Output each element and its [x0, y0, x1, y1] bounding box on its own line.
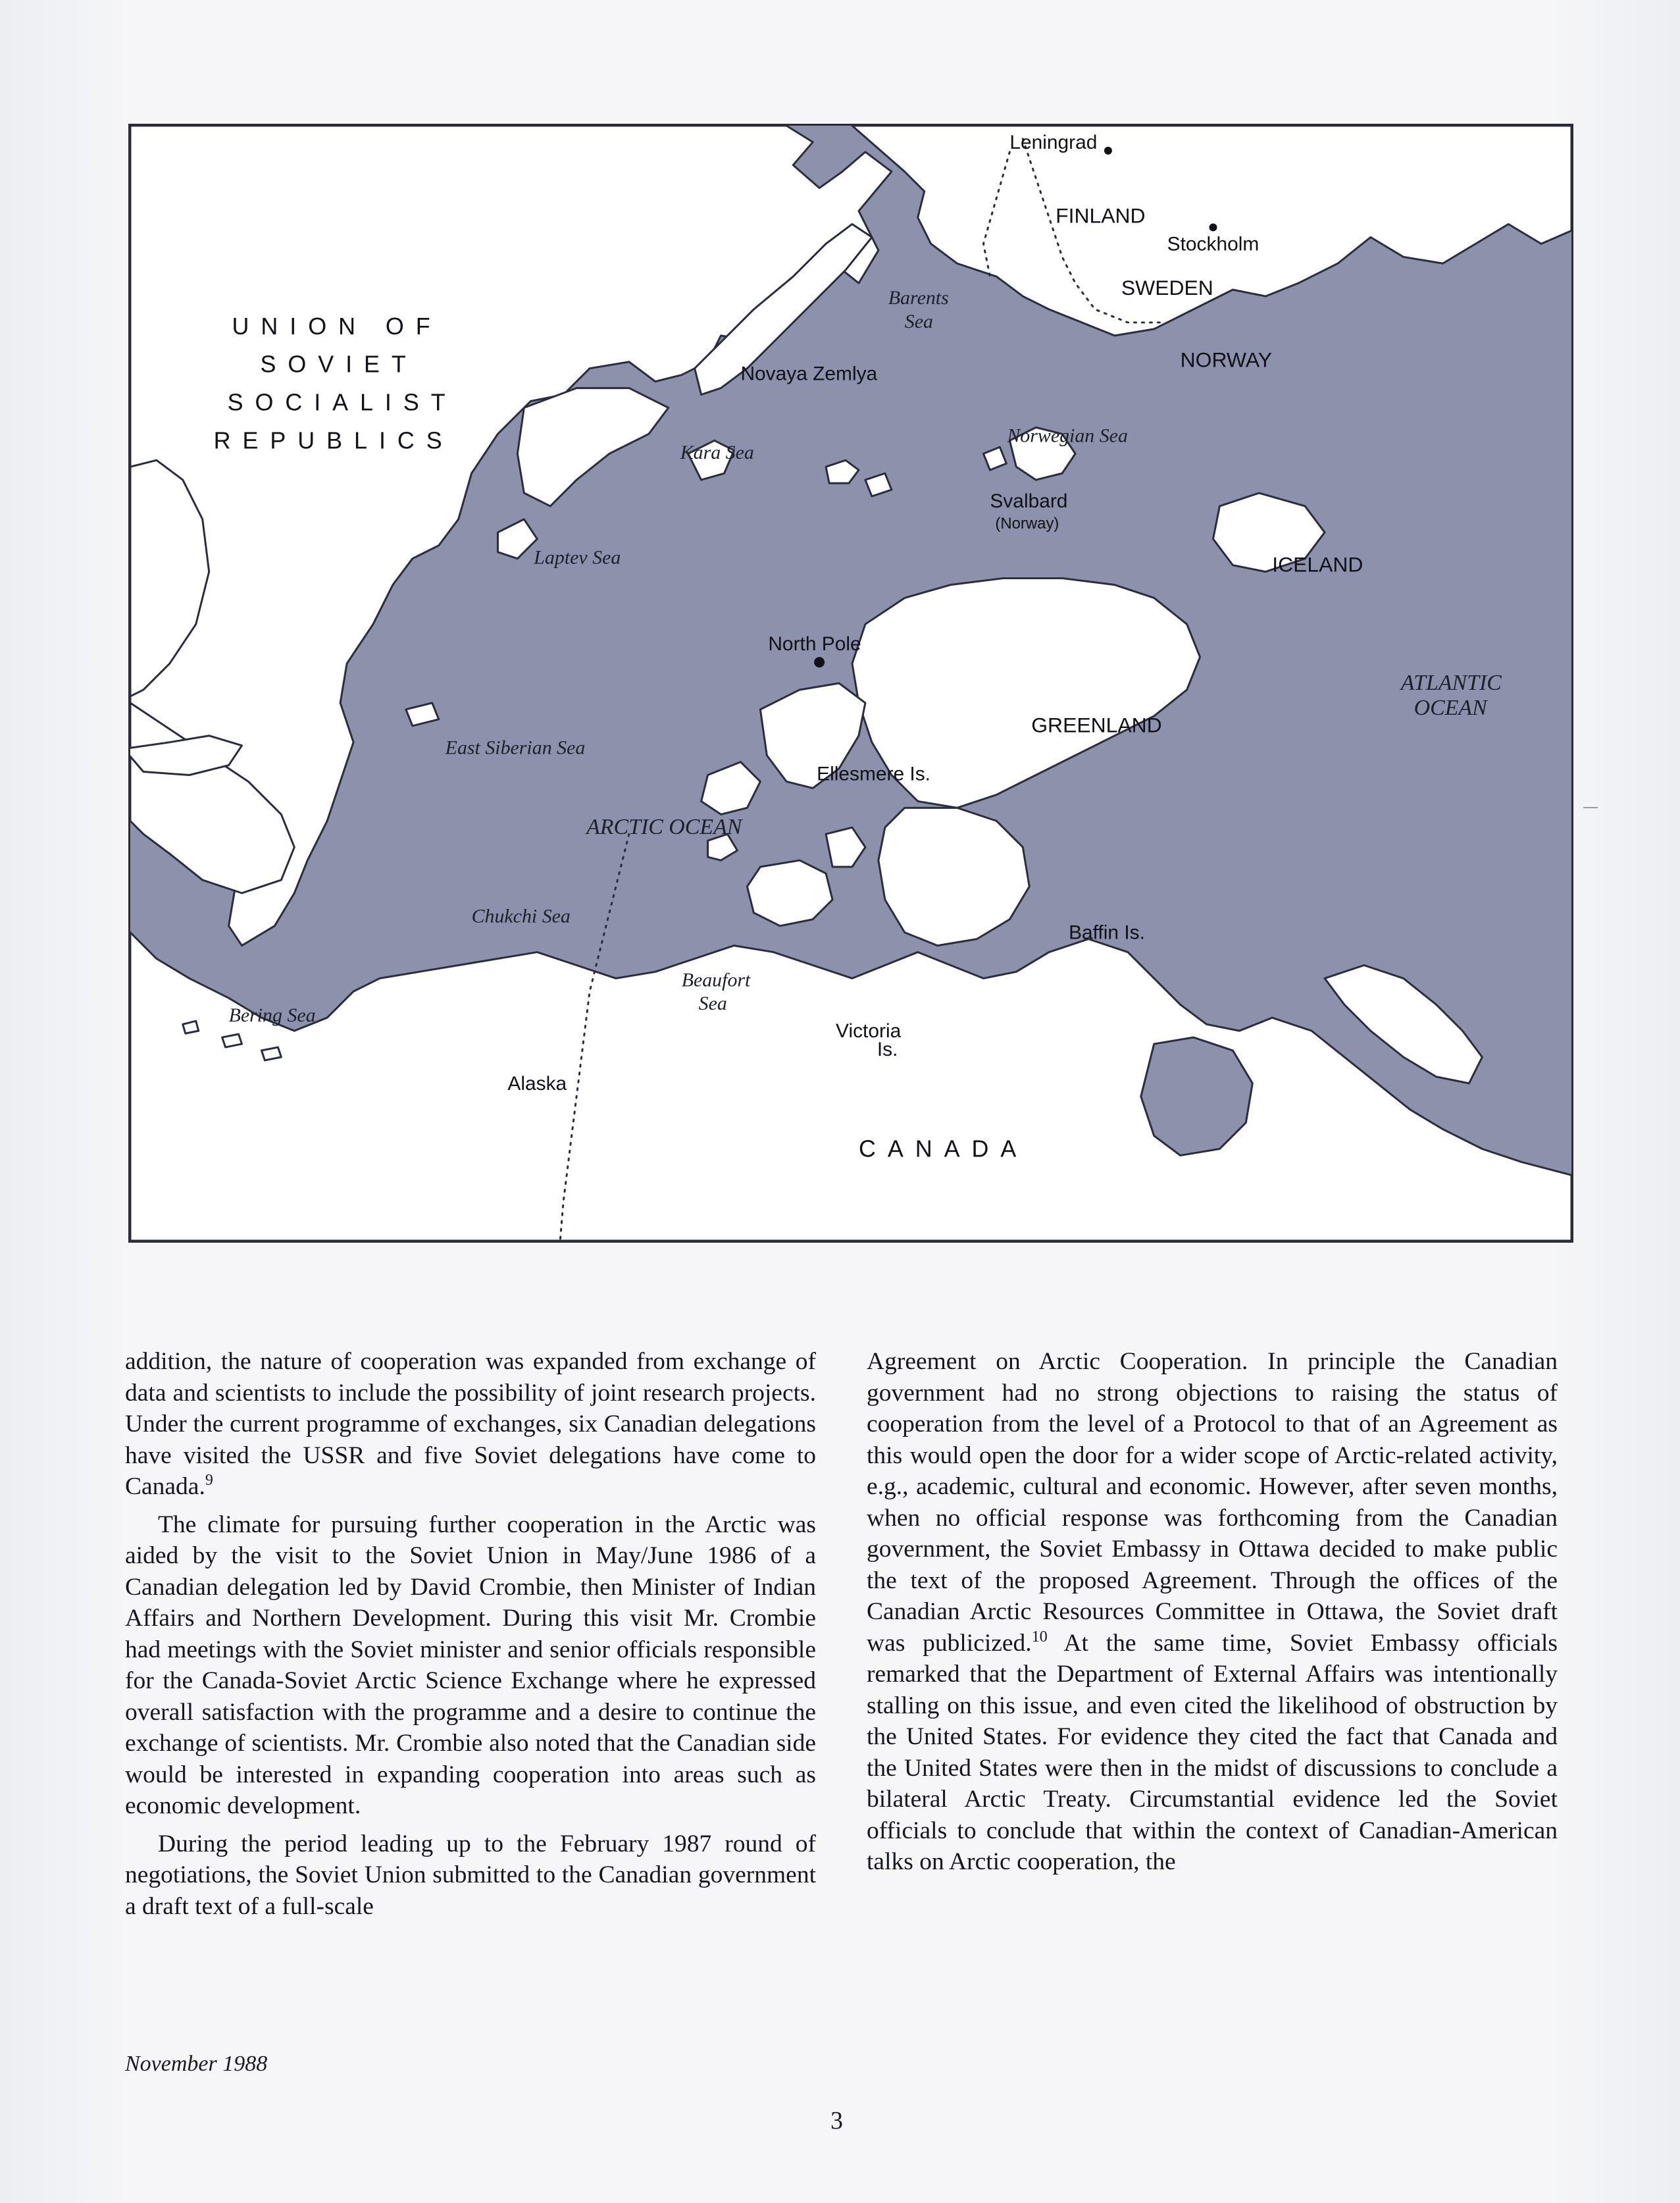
bering-sea-label: Bering Sea: [228, 1004, 316, 1027]
baffin-island-label: Baffin Is.: [1069, 921, 1145, 944]
atlantic-ocean-label-line1: ATLANTIC: [1400, 670, 1502, 695]
east-siberian-sea-label: East Siberian Sea: [445, 737, 586, 759]
barents-sea-label-line2: Sea: [904, 310, 933, 332]
aleutian-island-3: [183, 1021, 199, 1033]
svalbard-label: Svalbard: [990, 490, 1068, 512]
chukchi-sea-label: Chukchi Sea: [471, 905, 571, 927]
footnote-ref-9: 9: [205, 1472, 213, 1489]
beaufort-sea-label-line2: Sea: [698, 993, 727, 1015]
stockholm-marker: [1209, 223, 1217, 231]
left-paragraph-1-text: addition, the nature of cooperation was expanded from exchange of data and scientists to include the possibility of joint research projects. Under the current programme of exchanges, six Canadian delegations have visited the USSR and five Soviet delegations have come to Canada.: [125, 1348, 816, 1500]
kara-sea-label: Kara Sea: [680, 442, 754, 464]
ellesmere-island-label: Ellesmere Is.: [817, 763, 930, 785]
leningrad-marker: [1104, 147, 1112, 155]
footer-date: November 1988: [125, 2052, 268, 2076]
page-number: 3: [830, 2107, 843, 2135]
barents-sea-label-line1: Barents: [888, 287, 949, 309]
canada-label: CANADA: [858, 1135, 1029, 1162]
left-paragraph-1: [125, 1346, 816, 1503]
leningrad-label: Leningrad: [1009, 131, 1098, 153]
finland-label: FINLAND: [1056, 203, 1146, 228]
north-pole-label: North Pole: [768, 633, 861, 656]
left-text-column: [125, 1346, 816, 1922]
right-text-column: [867, 1346, 1558, 1878]
greenland-label: GREENLAND: [1031, 713, 1162, 737]
arctic-map: [128, 124, 1573, 1243]
sweden-label: SWEDEN: [1121, 276, 1213, 300]
left-paragraph-2: The climate for pursuing further cooperation in the Arctic was aided by the visit to the Soviet Union in May/June 1986 of a Canadian delegation led by David Crombie, then Minister of Indian Affairs and Northern Development. During this visit Mr. Crombie had meetings with the Soviet minister and senior officials responsible for the Canada-Soviet Arctic Science Exchange where he expressed overall satisfaction with the programme and a desire to continue the exchange of scientists. Mr. Crombie also noted that the Canadian side would be interested in expanding cooperation into areas such as economic development.: [125, 1511, 816, 1819]
aleutian-island-1: [222, 1034, 242, 1047]
norway-label: NORWAY: [1180, 348, 1272, 372]
svalbard-note-label: (Norway): [995, 514, 1059, 532]
margin-mark: [1583, 807, 1598, 808]
arctic-ocean-label: ARCTIC OCEAN: [586, 815, 742, 840]
aleutian-island-2: [261, 1047, 281, 1060]
right-paragraph-1-text-a: Agreement on Arctic Cooperation. In principle the Canadian government had no strong objections to raising the status of cooperation from the level of a Protocol to that of an Agreement as this would open the door for a wider scope of Arctic-related activity, e.g., academic, cultural and economic. However, after seven months, when no official response was forthcoming from the Canadian government, the Soviet Embassy in Ottawa decided to make public the text of the proposed Agreement. Through the offices of the Canadian Arctic Resources Committee in Ottawa, the Soviet draft was publicized.: [867, 1348, 1558, 1657]
left-paragraph-3: During the period leading up to the February 1987 round of negotiations, the Soviet Union submitted to the Canadian government a draft text of a full-scale: [125, 1830, 816, 1920]
ussr-label-line4: REPUBLICS: [213, 427, 454, 454]
north-pole-marker: [814, 657, 825, 667]
norwegian-sea-label: Norwegian Sea: [1007, 425, 1128, 447]
footnote-ref-10: 10: [1031, 1628, 1048, 1646]
victoria-island-label-line2: Is.: [877, 1039, 898, 1060]
alaska-label: Alaska: [507, 1072, 567, 1095]
right-paragraph-1: [867, 1346, 1558, 1878]
arctic-map-svg: [130, 126, 1571, 1241]
iceland-label: ICELAND: [1272, 552, 1363, 577]
ussr-label-line1: UNION OF: [232, 313, 442, 340]
atlantic-ocean-label-line2: OCEAN: [1413, 695, 1487, 720]
novaya-zemlya-label: Novaya Zemlya: [740, 363, 878, 385]
stockholm-label: Stockholm: [1167, 233, 1260, 255]
victoria-island-label-line1: Victoria: [836, 1020, 902, 1043]
ussr-label-line3: SOCIALIST: [227, 389, 457, 416]
ussr-label-line2: SOVIET: [260, 351, 418, 378]
laptev-sea-label: Laptev Sea: [534, 546, 621, 569]
right-paragraph-1-text-b: At the same time, Soviet Embassy officials remarked that the Department of External Affairs was intentionally stalling on this issue, and even cited the likelihood of obstruction by the United States. For evidence they cited the fact that Canada and the United States were then in the midst of discussions to conclude a bilateral Arctic Treaty. Circumstantial evidence led the Soviet officials to conclude that within the context of Canadian-American talks on Arctic cooperation, the: [867, 1629, 1558, 1875]
beaufort-sea-label-line1: Beaufort: [681, 969, 751, 991]
